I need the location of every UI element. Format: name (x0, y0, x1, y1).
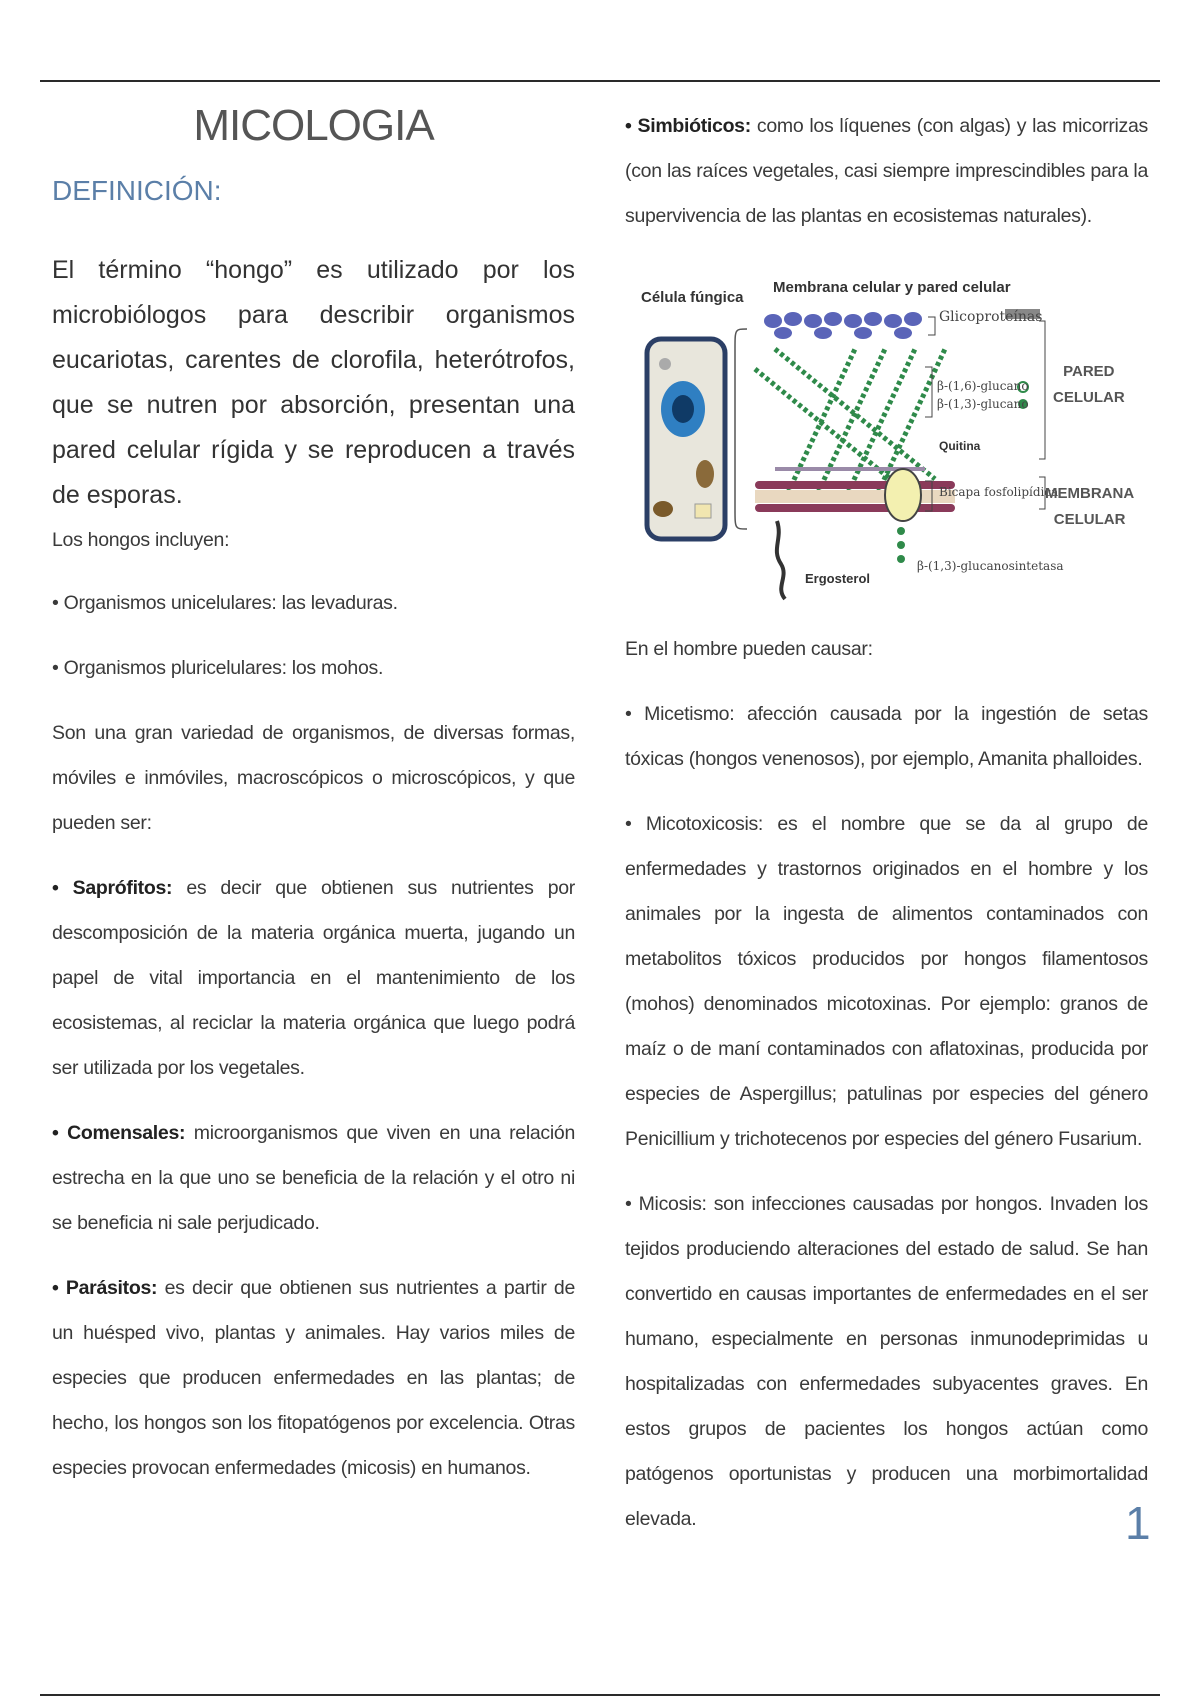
beta16-label: β-(1,6)-glucano (937, 379, 1029, 393)
wall-label (1053, 359, 1125, 411)
mycoses-paragraph: • Micosis: son infecciones causadas por hongos. Invaden los tejidos produciendo alteraciones del estado de salud. Se han convertido en causas importantes de enfermedades en el ser humano, especialmente en personas inmunodeprimidas u hospitalizadas con enfermedades subyacentes graves. En estos grupos de pacientes los hongos actúan como patógenos oportunistas y producen una morbimortalidad elevada. (625, 1193, 1148, 1530)
symbionts-text: como los líquenes (con algas) y las micorrizas (con las raíces vegetales, casi siempre imprescindibles para la supervivencia de las plantas en ecosistemas naturales). (625, 115, 1148, 227)
humans-intro: En el hombre pueden causar: (625, 638, 873, 660)
membrane-label-line-1: MEMBRANA (1045, 485, 1135, 502)
bottom-rule (40, 1694, 1160, 1696)
glycoproteins-label: Glicoproteínas (939, 309, 1043, 325)
mycotoxicosis-paragraph: • Micotoxicosis: es el nombre que se da al grupo de enfermedades y trastornos originados en el hombre y los animales por la ingesta de alimentos contaminados con metabolitos tóxicos producidos por hongos filamentosos (mohos) denominados micotoxinas. Por ejemplo: granos de maíz o de maní contaminados con aflatoxinas, producida por especies de Aspergillus; patulinas por especies del género Penicillium y trichotecenos por especies del género Fusarium. (625, 813, 1148, 1150)
parasites-text: es decir que obtienen sus nutrientes a partir de un huésped vivo, plantas y animales. Hay varios miles de especies que producen enfermedades en las plantas; de hecho, los hongos son los fitopatógenos por excelencia. Otras especies provocan enfermedades (micosis) en humanos. (52, 1277, 575, 1479)
commensals-paragraph (52, 1111, 575, 1246)
symbionts-label: • Simbióticos: (625, 115, 751, 137)
page-title: MICOLOGIA (193, 101, 434, 150)
commensals-text: microorganismos que viven en una relación estrecha en la que uno se beneficia de la relación y el otro ni se beneficia ni sale perjudicado. (52, 1122, 575, 1234)
definition-heading: DEFINICIÓN: (52, 175, 222, 206)
saprophytes-label: • Saprófitos: (52, 877, 173, 899)
top-rule (40, 80, 1160, 82)
parasites-paragraph (52, 1266, 575, 1491)
chitin-label: Quitina (939, 439, 981, 453)
cell-wall-illustration (625, 259, 1148, 619)
bullet-unicellular: • Organismos unicelulares: las levaduras. (52, 592, 398, 614)
mycetism-paragraph: • Micetismo: afección causada por la ingestión de setas tóxicas (hongos venenosos), por ejemplo, Amanita phalloides. (625, 703, 1148, 770)
left-column (52, 100, 575, 1511)
bilayer-label: Bicapa fosfolipídica (939, 485, 1059, 499)
membrane-label-line-2: CELULAR (1053, 511, 1126, 528)
page-number: 1 (1125, 1497, 1151, 1549)
membrane-title-label: Membrana celular y pared celular (773, 279, 1011, 296)
definition-text: El término “hongo” es utilizado por los microbiólogos para describir organismos eucariotas, carentes de clorofila, heterótrofos, que se nutren por absorción, presentan una pared celular rígida y se reproducen a través de esporas. (52, 256, 575, 509)
membrane-label (1045, 481, 1134, 533)
saprophytes-text: es decir que obtienen sus nutrientes por descomposición de la materia orgánica muerta, jugando un papel de vital importancia en el mantenimiento de los ecosistemas, al reciclar la materia orgánica que luego podrá ser utilizada por los vegetales. (52, 877, 575, 1079)
symbionts-paragraph (625, 104, 1148, 239)
includes-intro: Los hongos incluyen: (52, 529, 230, 551)
parasites-label: • Parásitos: (52, 1277, 158, 1299)
beta13-label: β-(1,3)-glucano (937, 397, 1029, 411)
right-column (625, 104, 1148, 1562)
bullet-multicellular: • Organismos pluricelulares: los mohos. (52, 657, 384, 679)
saprophytes-paragraph (52, 866, 575, 1091)
cell-label: Célula fúngica (641, 289, 744, 306)
wall-label-line-2: CELULAR (1053, 389, 1125, 406)
variety-text: Son una gran variedad de organismos, de diversas formas, móviles e inmóviles, macroscópicos o microscópicos, y que pueden ser: (52, 722, 575, 834)
cell-wall-diagram (625, 259, 1148, 619)
ergosterol-label: Ergosterol (805, 571, 871, 586)
wall-label-line-1: PARED (1063, 363, 1115, 380)
commensals-label: • Comensales: (52, 1122, 186, 1144)
synthase-label: β-(1,3)-glucanosintetasa (917, 559, 1064, 573)
